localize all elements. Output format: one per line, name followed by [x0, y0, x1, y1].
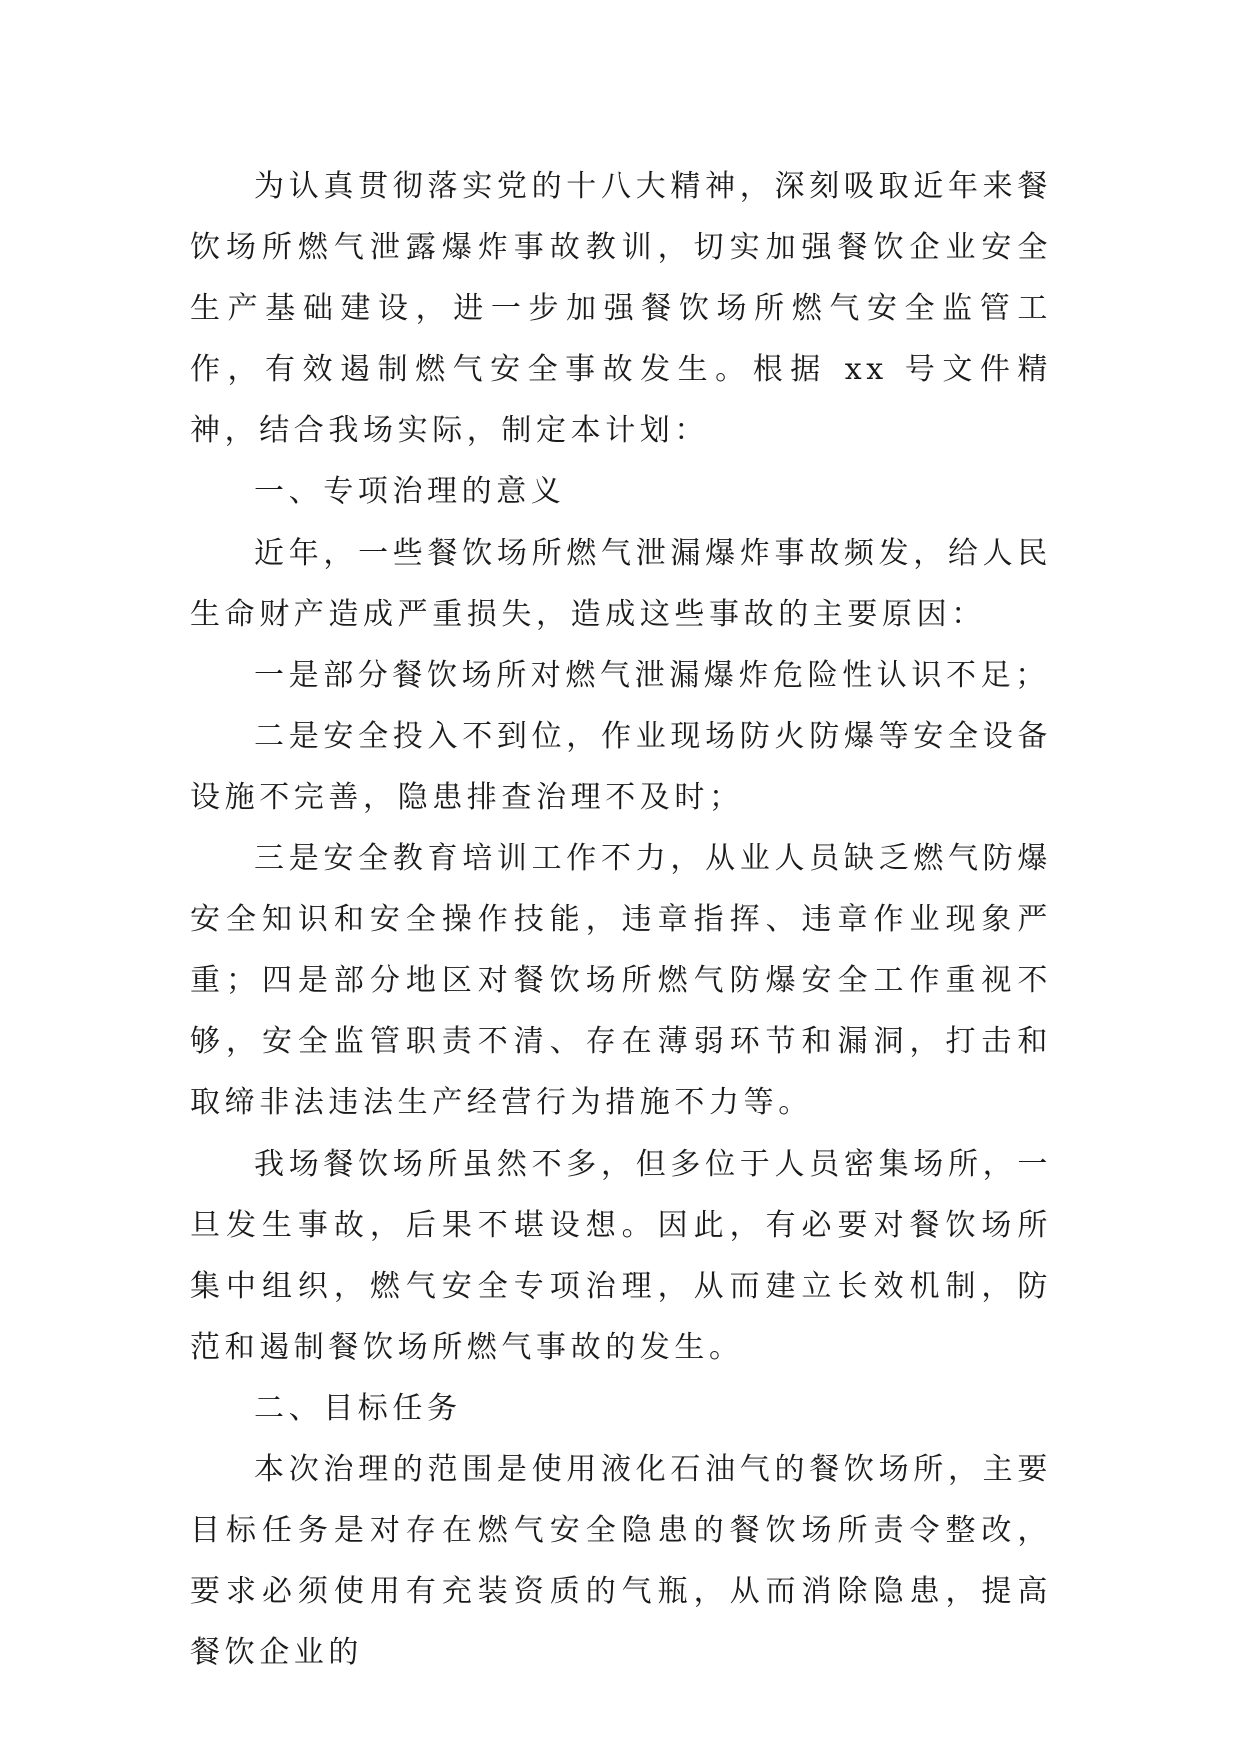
paragraph-cause-two: 二是安全投入不到位，作业现场防火防爆等安全设备设施不完善，隐患排查治理不及时； — [190, 718, 1052, 815]
section-heading-significance: 一、专项治理的意义 — [254, 474, 566, 510]
paragraph-cause-three-four: 三是安全教育培训工作不力，从业人员缺乏燃气防爆安全知识和安全操作技能，违章指挥、违章作业现象严重；四是部分地区对餐饮场所燃气防爆安全工作重视不够，安全监管职责不清、存在薄弱环节和漏洞，打击和取缔非法违法生产经营行为措施不力等。 — [190, 841, 1052, 1121]
paragraph-scope: 本次治理的范围是使用液化石油气的餐饮场所，主要目标任务是对存在燃气安全隐患的餐饮场所责令整改，要求必须使用有充装资质的气瓶，从而消除隐患，提高餐饮企业的 — [190, 1451, 1052, 1671]
paragraph-recent-accidents: 近年，一些餐饮场所燃气泄漏爆炸事故频发，给人民生命财产造成严重损失，造成这些事故的主要原因： — [190, 535, 1052, 632]
document-body — [190, 156, 1052, 1683]
section-heading-goals: 二、目标任务 — [254, 1390, 462, 1426]
intro-paragraph: 为认真贯彻落实党的十八大精神，深刻吸取近年来餐饮场所燃气泄露爆炸事故教训，切实加强餐饮企业安全生产基础建设，进一步加强餐饮场所燃气安全监管工作，有效遏制燃气安全事故发生。根据 xx 号文件精神，结合我场实际，制定本计划： — [190, 169, 1052, 449]
paragraph-cause-one: 一是部分餐饮场所对燃气泄漏爆炸危险性认识不足； — [254, 657, 1050, 693]
paragraph-local-situation: 我场餐饮场所虽然不多，但多位于人员密集场所，一旦发生事故，后果不堪设想。因此，有必要对餐饮场所集中组织，燃气安全专项治理，从而建立长效机制，防范和遏制餐饮场所燃气事故的发生。 — [190, 1146, 1052, 1365]
